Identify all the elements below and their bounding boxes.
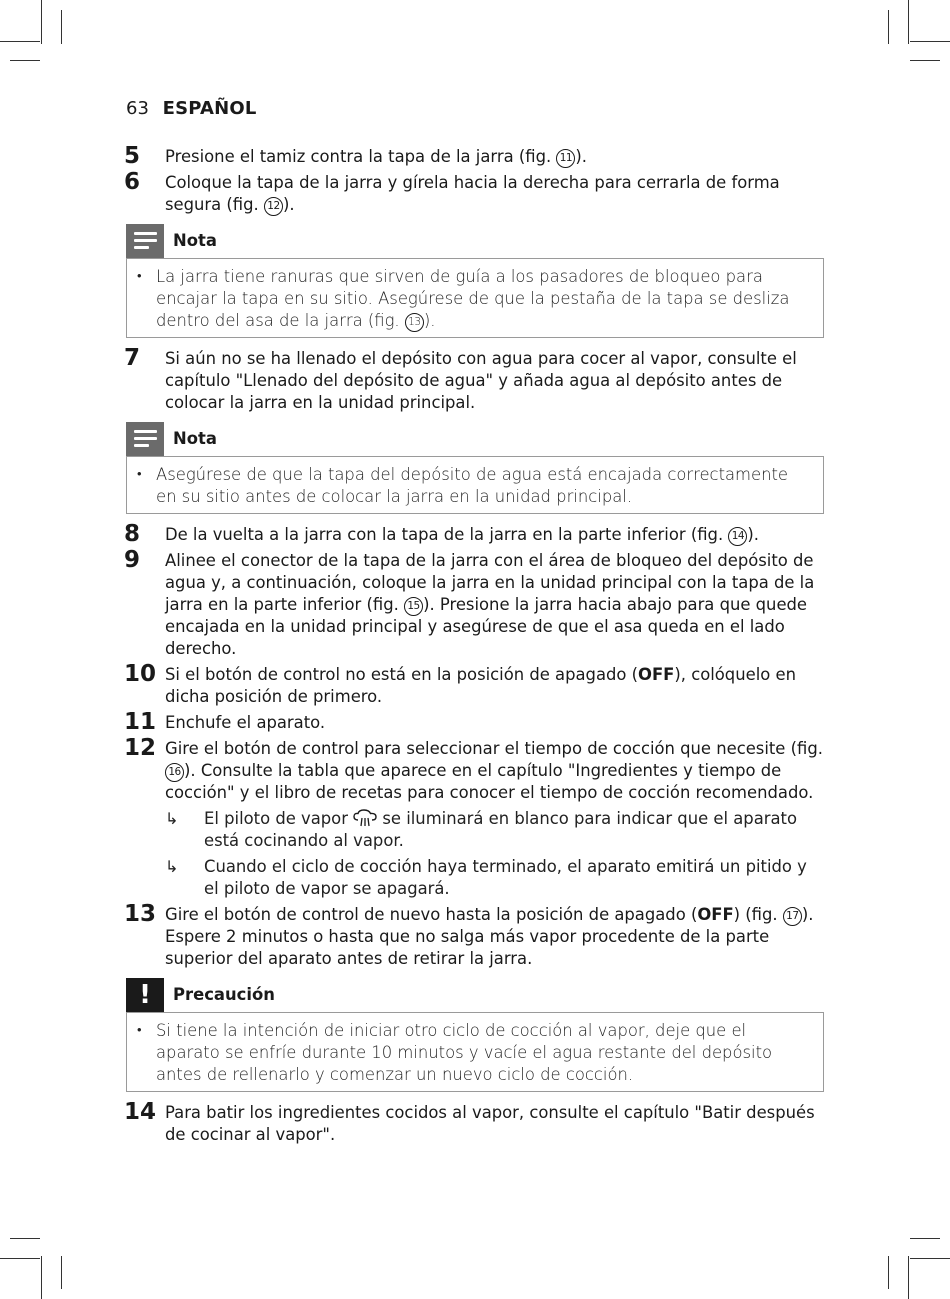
step-text (165, 524, 824, 546)
result-text: Cuando el ciclo de cocción haya terminado, el aparato emitirá un pitido y el piloto de vapor se apagará. (204, 857, 807, 898)
bullet: • (137, 1023, 142, 1038)
crop-mark (41, 0, 42, 44)
warning-icon (126, 978, 164, 1012)
step-number: 11 (124, 709, 157, 735)
step-11 (124, 709, 824, 735)
crop-mark (0, 1258, 40, 1259)
crop-mark (888, 10, 889, 44)
step-number: 7 (124, 345, 141, 371)
page-content (124, 143, 824, 1150)
result-text-part: El piloto de vapor (204, 809, 354, 828)
figure-ref: 12 (264, 197, 283, 216)
step-number: 14 (124, 1099, 157, 1125)
note-title: Nota (173, 429, 217, 448)
crop-mark (0, 41, 40, 42)
step-text: Para batir los ingredientes cocidos al vapor, consulte el capítulo "Batir después de cocinar al vapor". (165, 1103, 815, 1144)
figure-ref: 17 (783, 907, 802, 926)
page-header (126, 98, 257, 119)
note-icon (126, 224, 164, 258)
step-9 (124, 547, 824, 660)
note-header (124, 224, 824, 258)
note-icon (126, 422, 164, 456)
note-text-part: La jarra tiene ranuras que sirven de guía a los pasadores de bloqueo para encajar la tapa en su sitio. Asegúrese de que la pestaña de la tapa se desliza dentro del asa de la jarra (fig. (156, 267, 790, 330)
page-number: 63 (126, 98, 149, 119)
result-text-part: se iluminará en blanco para indicar que el aparato está cocinando al vapor. (204, 809, 797, 850)
step-text-part: ). Presione la jarra hacia abajo para que quede encajada en la unidad principal y asegúrese de que el asa queda en el lado derecho. (165, 595, 808, 658)
crop-mark (61, 1256, 62, 1289)
step-text (165, 738, 824, 804)
crop-mark (908, 0, 909, 44)
bullet: • (137, 467, 142, 482)
step-text (165, 664, 824, 708)
note-text (156, 267, 789, 330)
result-item (124, 808, 824, 852)
crop-mark (10, 60, 40, 61)
bullet: • (137, 269, 142, 284)
step-text-part: ). Consulte la tabla que aparece en el capítulo "Ingredientes y tiempo de cocción" y el libro de recetas para conocer el tiempo de cocción recomendado. (165, 761, 814, 802)
step-text-part: Coloque la tapa de la jarra y gírela hacia la derecha para cerrarla de forma segura (fig. (165, 173, 780, 214)
figure-ref: 14 (728, 527, 747, 546)
step-number: 5 (124, 143, 141, 169)
caution-title: Precaución (173, 985, 275, 1004)
crop-mark (908, 1256, 909, 1299)
crop-mark (910, 1258, 950, 1259)
step-text: Si aún no se ha llenado el depósito con agua para cocer al vapor, consulte el capítulo "Llenado del depósito de agua" y añada agua al depósito antes de colocar la jarra en la unidad principal. (165, 349, 797, 412)
step-text: Enchufe el aparato. (165, 713, 326, 732)
step-text-part: ). (575, 147, 587, 166)
crop-mark (910, 60, 940, 61)
caution-text: Si tiene la intención de iniciar otro ciclo de cocción al vapor, deje que el aparato se enfríe durante 10 minutos y vacíe el agua restante del depósito antes de rellenarlo y comenzar un nuevo ciclo de cocción. (156, 1021, 773, 1084)
step-6 (124, 169, 824, 216)
off-label: OFF (697, 905, 734, 924)
note-box (126, 456, 824, 514)
result-item (124, 856, 824, 900)
figure-ref: 16 (165, 763, 184, 782)
step-5 (124, 143, 824, 169)
step-text (165, 550, 824, 660)
step-text-part: ), colóquelo en dicha posición de primero. (165, 665, 796, 706)
step-text (165, 146, 824, 168)
step-7 (124, 345, 824, 414)
result-arrow-icon: ↳ (165, 809, 179, 828)
note-text-part: ). (423, 311, 436, 330)
off-label: OFF (638, 665, 675, 684)
step-number: 12 (124, 735, 157, 761)
step-text-part: Presione el tamiz contra la tapa de la jarra (fig. (165, 147, 557, 166)
step-text-part: De la vuelta a la jarra con la tapa de la jarra en la parte inferior (fig. (165, 525, 729, 544)
crop-mark (41, 1256, 42, 1299)
note-title: Nota (173, 231, 217, 250)
step-13 (124, 901, 824, 970)
note-header (124, 422, 824, 456)
exclamation-icon: ! (139, 980, 151, 1010)
steam-icon (353, 809, 377, 827)
step-text-part: Si el botón de control no está en la posición de apagado ( (165, 665, 639, 684)
crop-mark (888, 1256, 889, 1289)
step-number: 6 (124, 169, 141, 195)
section-language: ESPAÑOL (162, 98, 257, 119)
step-text-part: ). Espere 2 minutos o hasta que no salga más vapor procedente de la parte superior del aparato antes de retirar la jarra. (165, 905, 814, 968)
step-14 (124, 1099, 824, 1146)
figure-ref: 13 (405, 313, 424, 332)
note-text: Asegúrese de que la tapa del depósito de agua está encajada correctamente en su sitio antes de colocar la jarra en la unidad principal. (156, 465, 788, 506)
crop-mark (910, 41, 950, 42)
result-arrow-icon: ↳ (165, 857, 179, 876)
step-number: 8 (124, 521, 141, 547)
step-text-part: Alinee el conector de la tapa de la jarra con el área de bloqueo del depósito de agua y, a continuación, coloque la jarra en la unidad principal con la tapa de la jarra en la parte inferior (fig. (165, 551, 815, 614)
step-10 (124, 661, 824, 708)
step-number: 9 (124, 547, 141, 573)
figure-ref: 15 (404, 597, 423, 616)
crop-mark (61, 10, 62, 44)
crop-mark (910, 1238, 940, 1239)
step-text-part: Gire el botón de control de nuevo hasta la posición de apagado ( (165, 905, 698, 924)
step-8 (124, 521, 824, 547)
step-number: 13 (124, 901, 157, 927)
step-text-part: ) (fig. (733, 905, 783, 924)
figure-ref: 11 (556, 149, 575, 168)
note-box (126, 258, 824, 338)
step-number: 10 (124, 661, 157, 687)
step-text-part: ). (747, 525, 759, 544)
step-text (165, 904, 824, 970)
crop-mark (10, 1238, 40, 1239)
step-text-part: Gire el botón de control para seleccionar el tiempo de cocción que necesite (fig. (165, 739, 823, 758)
step-text-part: ). (282, 195, 295, 214)
step-12 (124, 735, 824, 804)
step-text (165, 172, 824, 216)
caution-box (126, 1012, 824, 1092)
caution-header (124, 978, 824, 1012)
